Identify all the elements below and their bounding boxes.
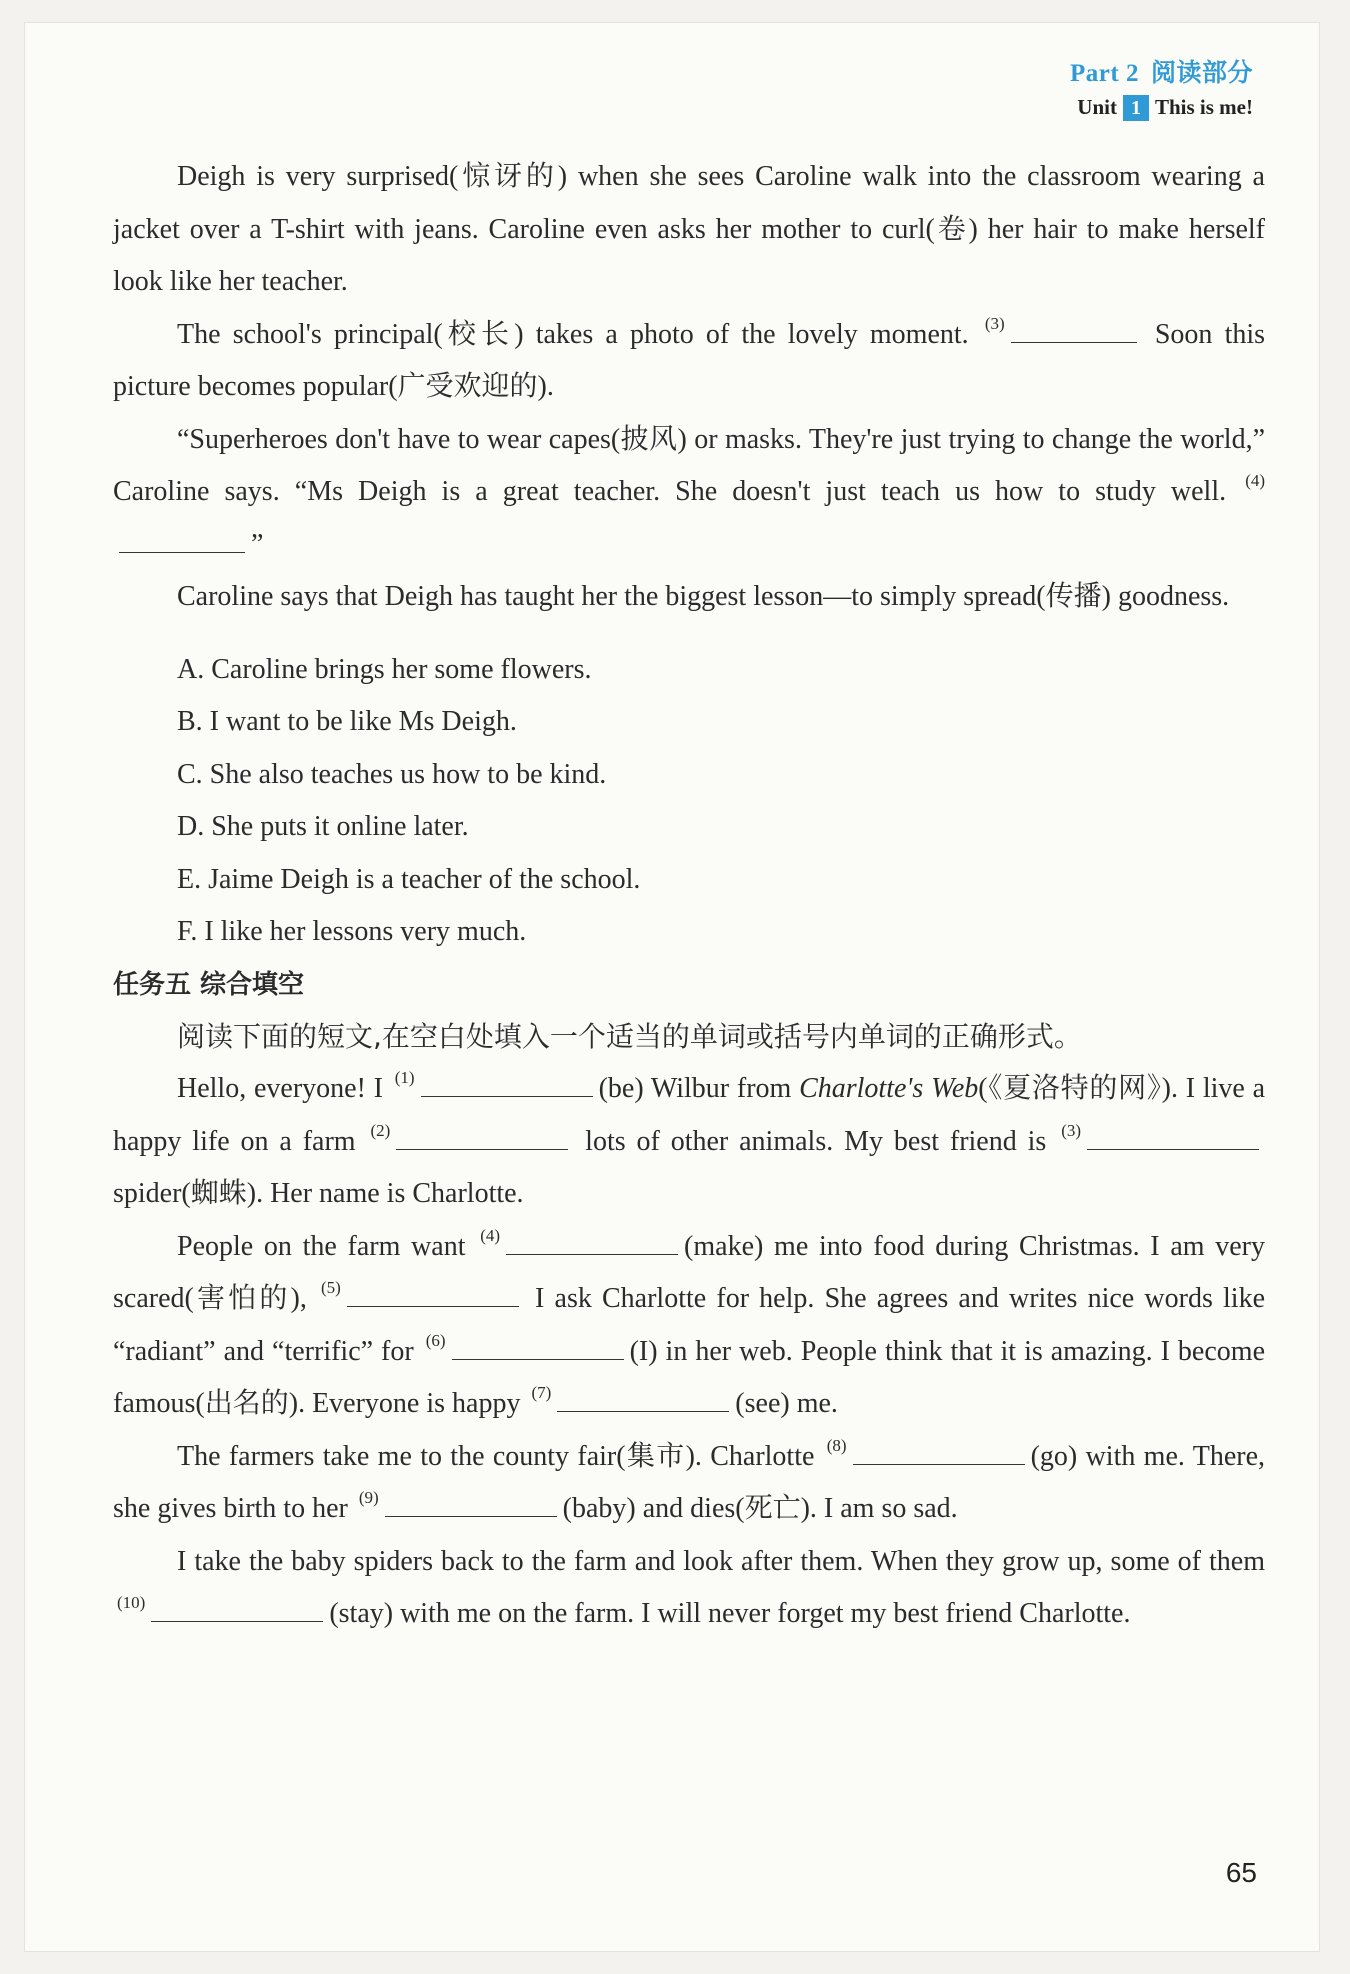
t5-text: I take the baby spiders back to the farm and look after them. When they grow up, some of them xyxy=(177,1545,1265,1577)
t5-text: lots of other animals. My best friend is xyxy=(585,1125,1047,1157)
task5-paragraph-4 xyxy=(113,1536,1265,1641)
t5-text: (go) with me. There, she gives birth to her xyxy=(113,1440,1265,1524)
blank-number: (4) xyxy=(1245,471,1266,490)
answer-blank-t5-9[interactable] xyxy=(385,1484,557,1517)
option-d: D. She puts it online later. xyxy=(177,811,469,842)
t5-text: (see) me. xyxy=(735,1388,838,1419)
t5-text: (stay) with me on the farm. I will never forget my best friend Charlotte. xyxy=(329,1598,1131,1629)
paragraph-3 xyxy=(113,414,1265,572)
answer-blank-3[interactable] xyxy=(1011,310,1137,343)
answer-blank-t5-1[interactable] xyxy=(421,1064,593,1097)
answer-blank-t5-5[interactable] xyxy=(347,1274,519,1307)
answer-blank-t5-4[interactable] xyxy=(506,1222,678,1255)
t5-text: (《夏洛特的网》). I live a happy life on a farm xyxy=(113,1073,1266,1157)
t5-text: Hello, everyone! I xyxy=(177,1073,383,1104)
part-number: Part 2 xyxy=(1070,60,1139,87)
unit-title: This is me! xyxy=(1154,95,1253,119)
unit-word: Unit xyxy=(1077,95,1117,119)
paragraph-2 xyxy=(113,309,1265,414)
option-a: A. Caroline brings her some flowers. xyxy=(177,653,592,685)
blank-number: (8) xyxy=(826,1435,847,1455)
t5-text: People on the farm want xyxy=(177,1230,466,1262)
task5-paragraph-2 xyxy=(113,1221,1265,1431)
blank-number: (9) xyxy=(358,1488,379,1507)
t5-text: The farmers take me to the county fair(集市). Charlotte xyxy=(177,1440,815,1472)
t5-text: I ask Charlotte for help. She agrees and writes nice words like “radiant” and “terrific” for xyxy=(113,1283,1266,1367)
task5-heading: 任务五 综合填空 xyxy=(113,969,305,1000)
answer-blank-t5-10[interactable] xyxy=(151,1589,323,1622)
blank-number: (10) xyxy=(117,1593,146,1612)
blank-number: (2) xyxy=(370,1120,391,1140)
blank-number: (3) xyxy=(1061,1120,1082,1140)
answer-blank-t5-3[interactable] xyxy=(1087,1117,1259,1150)
option-b: B. I want to be like Ms Deigh. xyxy=(177,706,517,737)
page-number: 65 xyxy=(1225,1857,1257,1888)
answer-blank-t5-8[interactable] xyxy=(853,1432,1025,1465)
unit-label xyxy=(1070,95,1253,121)
option-f: F. I like her lessons very much. xyxy=(177,916,527,947)
blank-number: (3) xyxy=(984,313,1005,333)
option-c: C. She also teaches us how to be kind. xyxy=(177,758,607,790)
part-cn-title: 阅读部分 xyxy=(1150,58,1253,87)
p2-text: The school's principal(校长) takes a photo of the lovely moment. xyxy=(177,318,969,350)
p3-text: “Superheroes don't have to wear capes(披风) or masks. They're just trying to change the world,” Caroline says. “Ms Deigh is a great teacher. She doesn't just teach us how to study well. xyxy=(113,423,1265,507)
blank-number: (7) xyxy=(531,1383,552,1402)
textbook-page xyxy=(24,22,1320,1952)
t5-text: (be) Wilbur from xyxy=(598,1073,792,1104)
answer-blank-t5-2[interactable] xyxy=(396,1117,568,1150)
paragraph-4: Caroline says that Deigh has taught her the biggest lesson—to simply spread(传播) goodness. xyxy=(177,581,1230,612)
option-e: E. Jaime Deigh is a teacher of the school. xyxy=(177,863,641,895)
blank-number: (4) xyxy=(480,1225,501,1245)
task5-paragraph-1 xyxy=(113,1063,1265,1221)
task5-paragraph-3 xyxy=(113,1431,1265,1536)
unit-number-badge: 1 xyxy=(1123,95,1149,121)
t5-text: (I) in her web. People think that it is amazing. I become famous(出名的). Everyone is happy xyxy=(113,1335,1265,1419)
page-body xyxy=(113,151,1265,1641)
part-label xyxy=(1070,53,1253,89)
t5-text: (make) me into food during Christmas. I am very scared(害怕的), xyxy=(113,1230,1265,1314)
answer-blank-4[interactable] xyxy=(119,520,245,553)
answer-blank-t5-7[interactable] xyxy=(557,1379,729,1412)
blank-number: (5) xyxy=(321,1278,341,1297)
t5-text: spider(蜘蛛). Her name is Charlotte. xyxy=(113,1178,524,1209)
blank-number: (1) xyxy=(394,1068,415,1087)
p2-text-end: Soon this picture becomes popular(广受欢迎的). xyxy=(113,318,1266,402)
task5-instruction: 阅读下面的短文,在空白处填入一个适当的单词或括号内单词的正确形式。 xyxy=(177,1019,1082,1053)
blank-number: (6) xyxy=(425,1330,446,1350)
closing-quote: ” xyxy=(251,528,264,560)
paragraph-1: Deigh is very surprised(惊讶的) when she sees Caroline walk into the classroom wearing a jacket over a T-shirt with jeans. Caroline even asks her mother to curl(卷) her hair to make herself look like her teacher. xyxy=(113,161,1265,297)
t5-text: (baby) and dies(死亡). I am so sad. xyxy=(562,1493,958,1524)
answer-blank-t5-6[interactable] xyxy=(452,1327,624,1360)
page-header xyxy=(1070,53,1253,121)
book-title: Charlotte's Web xyxy=(799,1073,979,1104)
